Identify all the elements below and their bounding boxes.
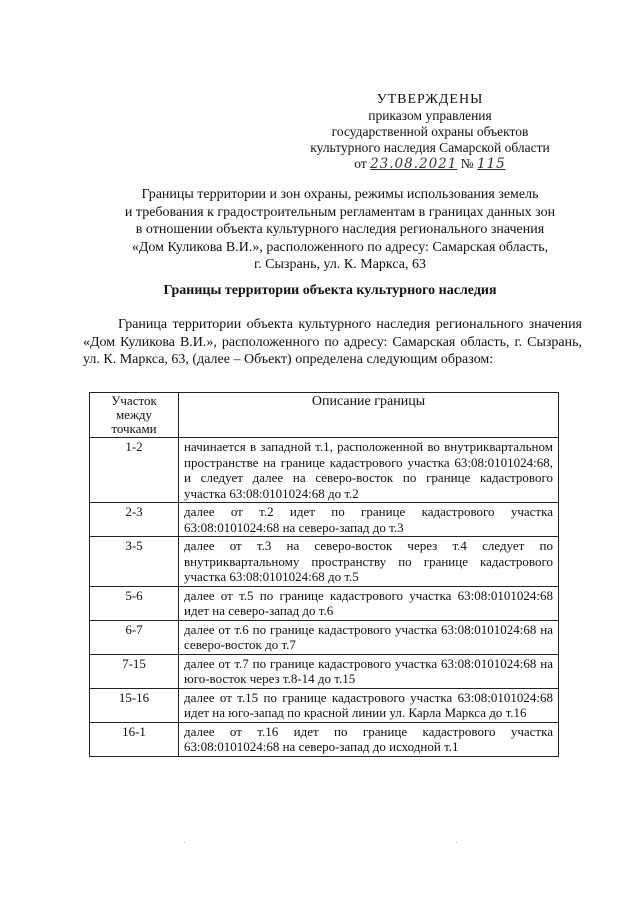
- table-row: [90, 654, 559, 688]
- date-prefix: от: [354, 156, 367, 171]
- intro-paragraph: Граница территории объекта культурного наследия регионального значения «Дом Куликова В.И.», расположенного по адресу: Самарская область, г. Сызрань, ул. К. Маркса, 63, (далее – Объект) определена следующим образом:: [83, 317, 582, 367]
- document-title-line-5: г. Сызрань, ул. К. Маркса, 63: [254, 257, 426, 272]
- approval-line-3: культурного наследия Самарской области: [310, 140, 550, 155]
- scan-speck: ·: [183, 838, 186, 847]
- table-row: [90, 620, 559, 654]
- row-section: 7-15: [90, 654, 179, 688]
- table-row: [90, 586, 559, 620]
- table-row: [90, 537, 559, 587]
- approval-line-1: приказом управления: [368, 108, 492, 123]
- approval-status: УТВЕРЖДЕНЫ: [376, 92, 484, 107]
- approval-date-line: [300, 156, 560, 172]
- document-title-line-3: в отношении объекта культурного наследия регионального значения: [135, 222, 545, 237]
- approval-line-2: государственной охраны объектов: [331, 124, 529, 139]
- row-section: 16-1: [90, 722, 179, 756]
- row-section: 15-16: [90, 688, 179, 722]
- row-section: 3-5: [90, 537, 179, 587]
- document-title-line-1: Границы территории и зон охраны, режимы использования земель: [141, 187, 539, 202]
- document-title-line-4: «Дом Куликова В.И.», расположенного по адресу: Самарская область,: [131, 239, 549, 255]
- row-section: 2-3: [90, 503, 179, 537]
- header-description: Описание границы: [179, 393, 559, 438]
- number-prefix: №: [460, 156, 474, 171]
- approval-block: [300, 92, 560, 172]
- row-section: 1-2: [90, 438, 179, 503]
- row-description: далее от т.16 идет по границе кадастрового участка 63:08:0101024:68 на северо-запад до исходной т.1: [179, 722, 559, 756]
- header-section: Участок между точками: [90, 393, 179, 438]
- row-description: далее от т.7 по границе кадастрового участка 63:08:0101024:68 на юго-восток через т.8-14 до т.15: [179, 654, 559, 688]
- scan-speck: ·: [455, 838, 458, 847]
- document-title: [100, 186, 580, 274]
- table-row: [90, 722, 559, 756]
- row-description: далее от т.15 по границе кадастрового участка 63:08:0101024:68 идет на юго-запад по красной линии ул. Карла Маркса до т.16: [179, 688, 559, 722]
- handwritten-date: 23.08.2021: [370, 156, 458, 172]
- table-row: [90, 503, 559, 537]
- section-heading: Границы территории объекта культурного наследия: [163, 283, 497, 298]
- boundary-table: [89, 392, 559, 757]
- row-description: начинается в западной т.1, расположенной во внутриквартальном пространстве на границе кадастрового участка 63:08:0101024:68, и следует далее на северо-восток по границе кадастрового участка 63:08:0101024:68 до т.2: [179, 438, 559, 503]
- table-row: [90, 438, 559, 503]
- row-section: 6-7: [90, 620, 179, 654]
- row-description: далее от т.6 по границе кадастрового участка 63:08:0101024:68 на северо-восток до т.7: [179, 620, 559, 654]
- table-header-row: [90, 393, 559, 438]
- row-description: далее от т.2 идет по границе кадастрового участка 63:08:0101024:68 на северо-запад до т.3: [179, 503, 559, 537]
- handwritten-number: 115: [477, 156, 506, 172]
- row-description: далее от т.3 на северо-восток через т.4 следует по внутриквартальному пространству по границе кадастрового участка 63:08:0101024:68 до т.5: [179, 537, 559, 587]
- table-row: [90, 688, 559, 722]
- row-section: 5-6: [90, 586, 179, 620]
- row-description: далее от т.5 по границе кадастрового участка 63:08:0101024:68 идет на северо-запад до т.6: [179, 586, 559, 620]
- document-title-line-2: и требования к градостроительным регламентам в границах данных зон: [124, 204, 556, 220]
